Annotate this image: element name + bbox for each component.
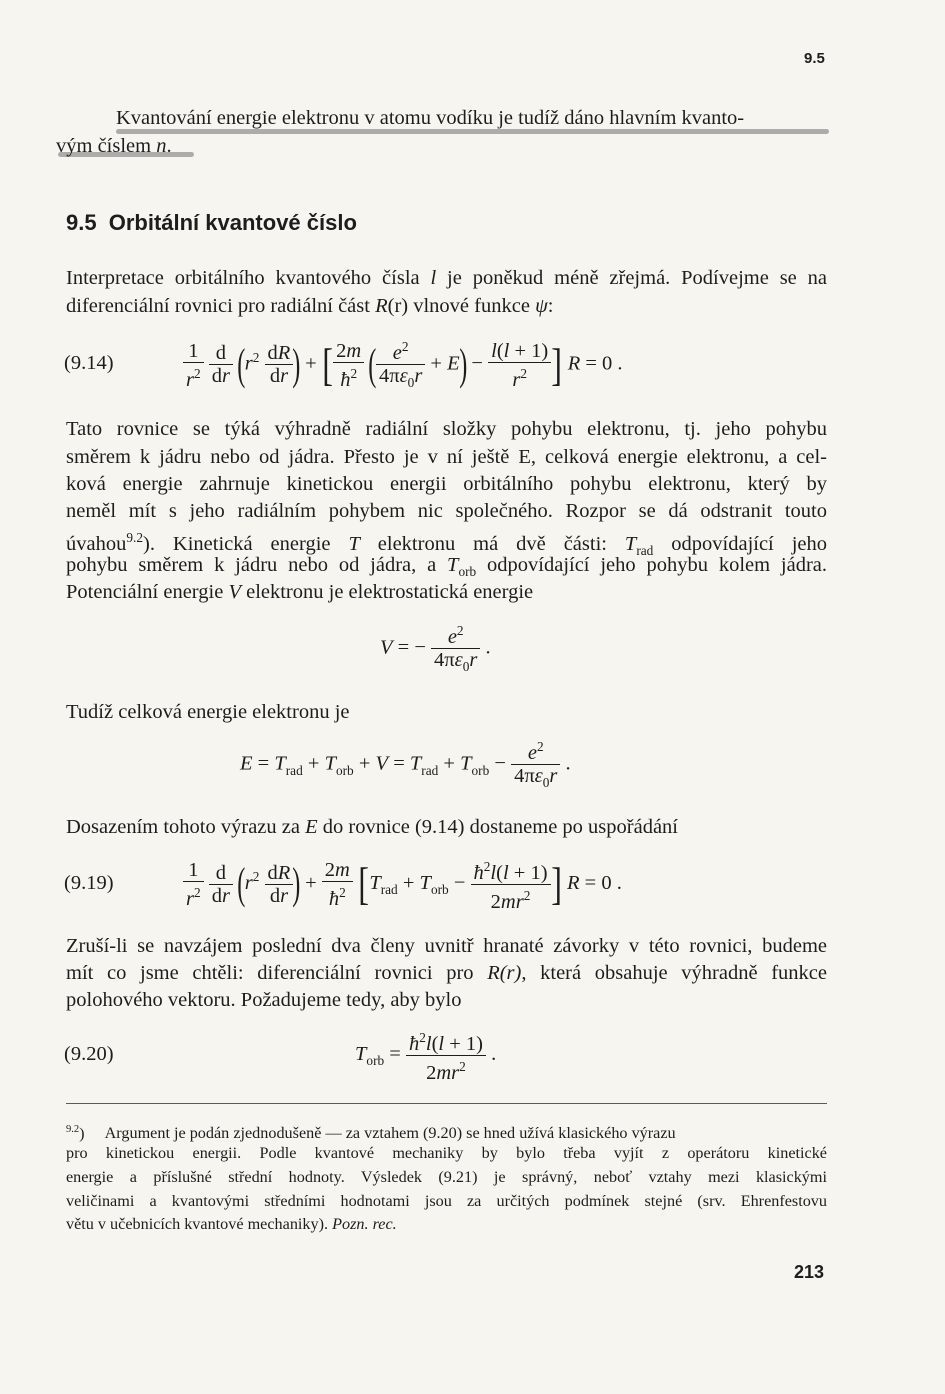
para1-line-2: diferenciální rovnici pro radiální část R(r) vlnové funkce ψ: (66, 295, 554, 317)
para2-line-1: Tato rovnice se týká výhradně radiální složky pohybu elektronu, tj. jeho pohybu (66, 418, 827, 440)
equation-label-9-20: (9.20) (64, 1043, 114, 1065)
para5-line-1: Zruší-li se navzájem poslední dva členy uvnitř hranaté závorky v této rovnici, budeme (66, 935, 827, 957)
footnote-line-4: veličinami a kvantovými středními hodnotami jsou za určitých podmínek stejné (srv. Ehrenfestovu (66, 1192, 827, 1210)
para3: Tudíž celková energie elektronu je (66, 701, 350, 723)
footnote-separator (66, 1103, 827, 1104)
para2-line-3: ková energie zahrnuje kinetickou energii orbitálního pohybu elektronu, který by (66, 473, 827, 495)
para2-line-2: směrem k jádru nebo od jádra. Přesto je v ní ještě E, celková energie elektronu, a cel- (66, 446, 827, 468)
section-number: 9.5 (66, 210, 97, 235)
equation-9-19: $\frac{1}{r^2}$ $\frac{d}{dr}$ ($r^2$ $\frac{dR}{dr}$ ) + $\frac{2m}{ħ^2}$ [$T_{rad} + T_{orb}$ − $\frac{ħ^2l(l + 1)}{2mr^2}$ ] R = 0 . (183, 856, 622, 913)
para2-line-4: neměl mít s jeho radiálním pohybem nic společného. Rozpor se dá odstranit touto (66, 500, 827, 522)
equation-label-9-14: (9.14) (64, 352, 114, 374)
para4: Dosazením tohoto výrazu za E do rovnice (9.14) dostaneme po uspořádání (66, 816, 678, 838)
footnote-line-5: větu v učebnicích kvantové mechaniky). Pozn. rec. (66, 1215, 397, 1233)
equation-9-14: $\frac{1}{r^2}$ $\frac{d}{dr}$ ($r^2$ $\frac{dR}{dr}$ ) + [ $\frac{2m}{ħ^2}$ ( $\frac{e^2}{4\pi\varepsilon_0r}$ + E) − $\frac{l(l + 1)}{r^2}$ ] R = 0 . (183, 336, 623, 394)
equation-label-9-19: (9.19) (64, 872, 114, 894)
para5-line-3: polohového vektoru. Požadujeme tedy, aby bylo (66, 989, 462, 1011)
footnote-marker: 9.2 (66, 1124, 80, 1135)
para2-line-6: pohybu směrem k jádru nebo od jádra, a $T_{orb}$ odpovídající jeho pohybu kolem jádra. (66, 554, 827, 580)
equation-total-energy: $E = T_{rad} + T_{orb} + V = T_{rad} + T_{orb}$ − $\frac{e^2}{4\pi\varepsilon_0r}$ . (240, 736, 571, 794)
footnote-line-3: energie a příslušné střední hodnoty. Výsledek (9.21) je správný, neboť vztahy mezi klasickými (66, 1168, 827, 1186)
section-heading (66, 210, 357, 236)
para5-line-2: mít co jsme chtěli: diferenciální rovnici pro R(r), která obsahuje výhradně funkce (66, 962, 827, 984)
section-title: Orbitální kvantové číslo (108, 210, 357, 235)
para1-line-1: Interpretace orbitálního kvantového čísla l je poněkud méně zřejmá. Podívejme se na (66, 267, 827, 289)
para2-line-7: Potenciální energie V elektronu je elektrostatická energie (66, 581, 534, 603)
intro-line-1: Kvantování energie elektronu v atomu vodíku je tudíž dáno hlavním kvanto- (116, 107, 745, 129)
equation-9-20: $T_{orb}$ = $\frac{ħ^2l(l + 1)}{2mr^2}$ . (355, 1027, 496, 1084)
equation-potential-energy: V = − $\frac{e^2}{4\pi\varepsilon_0r}$ . (380, 620, 491, 678)
running-header-section: 9.5 (804, 50, 825, 67)
page-number: 213 (794, 1262, 825, 1282)
para2-line-5: úvahou$^{9.2}$). Kinetická energie T elektronu má dvě části: $T_{rad}$ odpovídající jeho (66, 530, 827, 558)
footnote-line-2: pro kinetickou energii. Podle kvantové mechaniky by bylo třeba vyjít z operátoru kinetické (66, 1144, 827, 1162)
intro-line-2: vým číslem n. (56, 135, 172, 157)
footnote-line-1: $^{9.2}$) Argument je podán zjednodušeně — za vztahem (9.20) se hned užívá klasického výrazu (66, 1124, 676, 1143)
